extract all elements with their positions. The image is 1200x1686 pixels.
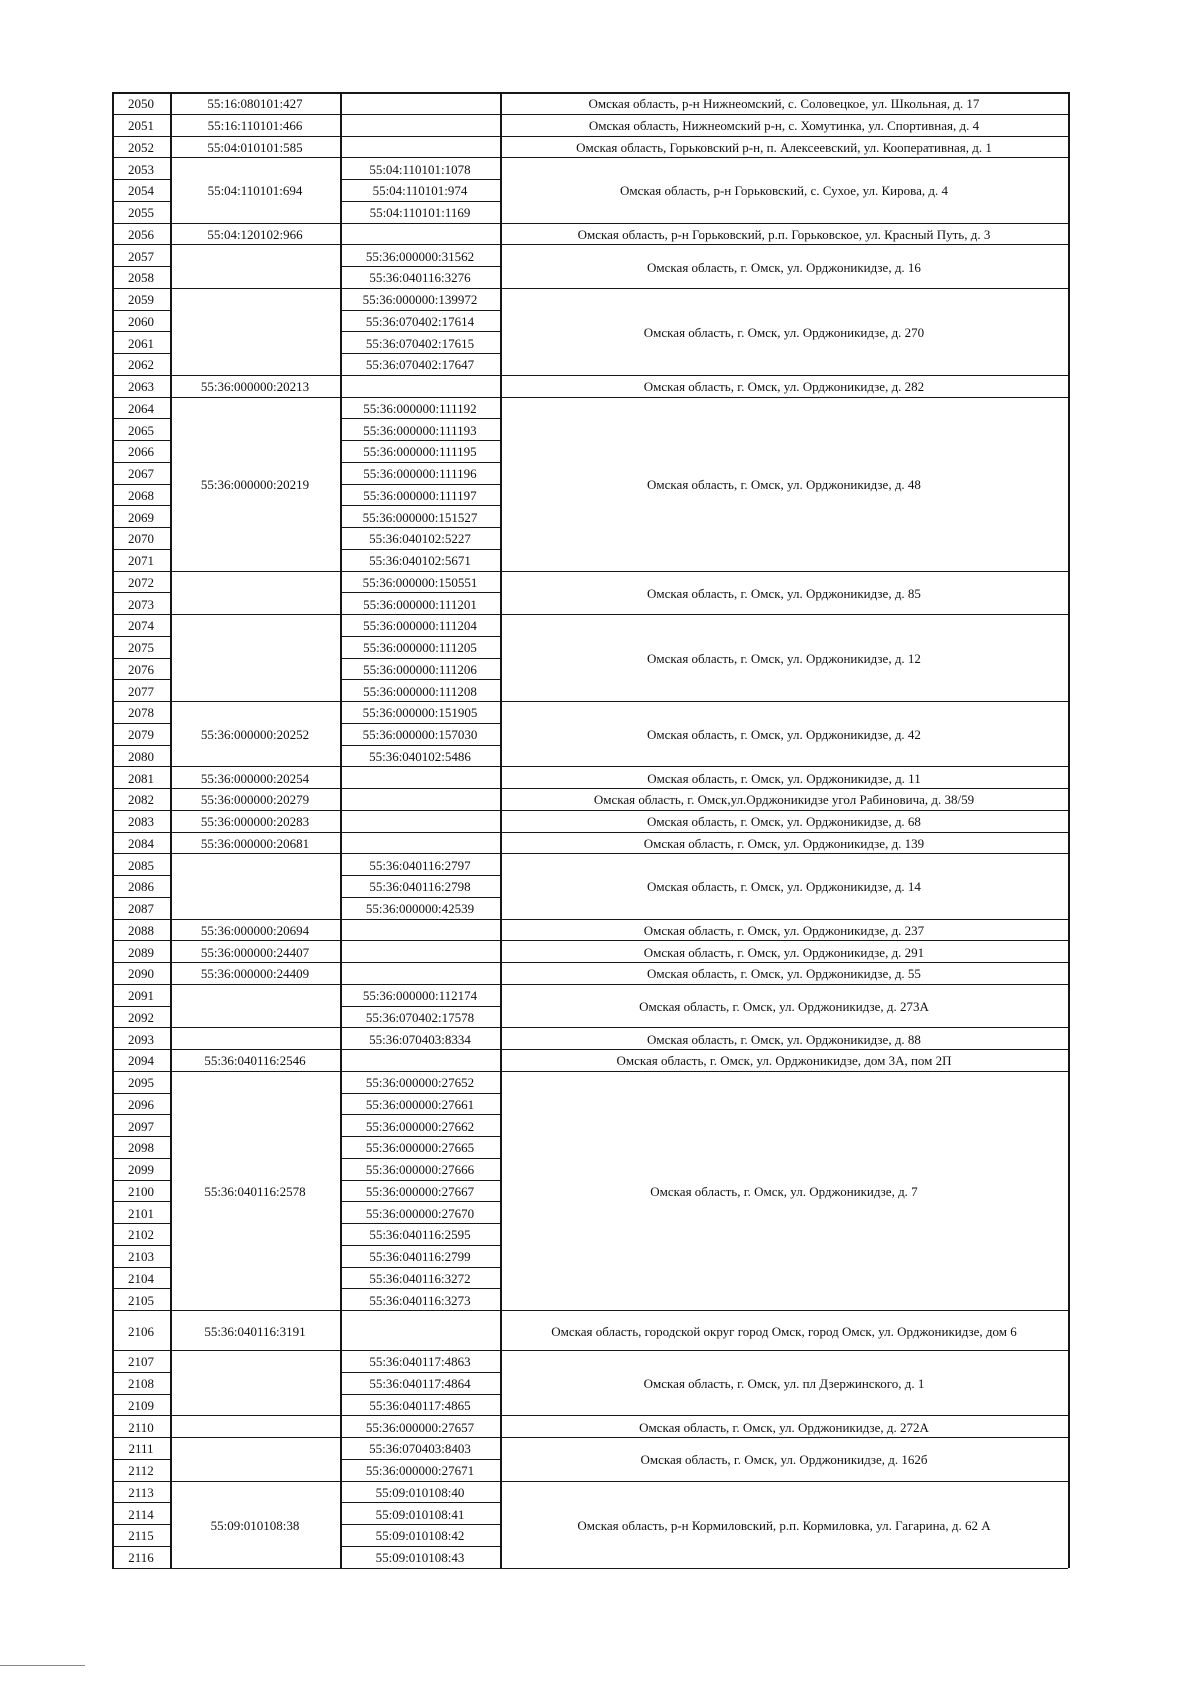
cadastral-object-cell: 55:36:000000:111201 xyxy=(363,596,477,612)
cadastral-parcel-cell: 55:36:040116:2578 xyxy=(204,1183,306,1199)
row-number-cell: 2065 xyxy=(128,422,154,438)
cadastral-object-cell xyxy=(340,92,500,114)
row-number-cell: 2054 xyxy=(128,183,154,199)
address-cell: Омская область, городской округ город Омск, город Омск, ул. Орджоникидзе, дом 6 xyxy=(551,1323,1017,1339)
row-number-cell: 2071 xyxy=(128,553,154,569)
row-number-cell: 2116 xyxy=(128,1550,154,1566)
cadastral-object-cell: 55:36:000000:139972 xyxy=(362,292,478,308)
address-cell: Омская область, г. Омск, ул. Орджоникидзе, д. 282 xyxy=(643,379,925,395)
row-number-cell: 2072 xyxy=(128,574,154,590)
cadastral-object-cell: 55:36:000000:42539 xyxy=(365,901,475,917)
row-number-cell: 2066 xyxy=(128,444,154,460)
cadastral-object-cell xyxy=(340,940,500,962)
cadastral-object-cell: 55:36:000000:111195 xyxy=(363,444,477,460)
cadastral-object-cell xyxy=(340,1310,500,1350)
cadastral-object-cell: 55:36:000000:31562 xyxy=(365,248,475,264)
cadastral-object-cell xyxy=(340,919,500,941)
cadastral-object-cell: 55:36:040116:3272 xyxy=(369,1270,471,1286)
cadastral-object-cell: 55:36:040117:4864 xyxy=(369,1376,471,1392)
cadastral-parcel-cell: 55:36:000000:20219 xyxy=(200,477,310,492)
cadastral-object-cell: 55:36:000000:111196 xyxy=(363,466,477,482)
cadastral-object-cell: 55:36:000000:27666 xyxy=(365,1162,475,1178)
cadastral-object-cell: 55:36:070403:8334 xyxy=(369,1031,471,1047)
address-cell: Омская область, р-н Горьковский, р.п. Горьковское, ул. Красный Путь, д. 3 xyxy=(577,226,991,242)
cadastral-parcel-cell: 55:16:110101:466 xyxy=(207,118,303,134)
row-number-cell: 2073 xyxy=(128,596,154,612)
row-number-cell: 2101 xyxy=(128,1205,154,1221)
cadastral-parcel-cell xyxy=(170,984,340,1028)
cadastral-object-cell: 55:36:070402:17614 xyxy=(365,313,475,329)
row-number-cell: 2086 xyxy=(128,879,154,895)
cadastral-object-cell: 55:36:000000:111206 xyxy=(363,661,477,677)
cadastral-object-cell: 55:04:110101:974 xyxy=(372,183,468,199)
address-cell: Омская область, г. Омск, ул. Орджоникидзе, д. 16 xyxy=(647,259,921,275)
row-number-cell: 2053 xyxy=(128,161,154,177)
cadastral-object-cell: 55:36:040116:2595 xyxy=(369,1227,471,1243)
address-cell: Омская область, г. Омск, ул. Орджоникидзе, д. 270 xyxy=(643,324,925,340)
cadastral-object-cell: 55:36:000000:111193 xyxy=(363,422,477,438)
row-number-cell: 2078 xyxy=(128,705,154,721)
address-cell: Омская область, Нижнеомский р-н, с. Хомутинка, ул. Спортивная, д. 4 xyxy=(588,118,980,134)
cadastral-parcel-cell: 55:36:000000:20213 xyxy=(200,379,310,395)
cadastral-object-cell: 55:36:000000:27662 xyxy=(365,1118,475,1134)
cadastral-object-cell: 55:36:040117:4863 xyxy=(369,1354,471,1370)
row-number-cell: 2093 xyxy=(128,1031,154,1047)
row-number-cell: 2107 xyxy=(128,1354,154,1370)
row-number-cell: 2111 xyxy=(128,1441,154,1457)
row-number-cell: 2075 xyxy=(128,640,154,656)
table-bottom-border xyxy=(112,1568,1068,1570)
cadastral-object-cell: 55:09:010108:40 xyxy=(375,1484,465,1500)
address-cell: Омская область, г. Омск, ул. Орджоникидзе, д. 14 xyxy=(647,879,921,895)
row-number-cell: 2067 xyxy=(128,466,154,482)
address-cell: Омская область, г. Омск, ул. Орджоникидзе, д. 48 xyxy=(647,477,921,492)
cadastral-object-cell: 55:36:000000:111204 xyxy=(363,618,477,634)
row-number-cell: 2097 xyxy=(128,1118,154,1134)
row-number-cell: 2079 xyxy=(128,727,154,743)
cadastral-parcel-cell: 55:36:000000:20681 xyxy=(200,835,310,851)
cadastral-object-cell: 55:36:070402:17578 xyxy=(365,1009,475,1025)
cadastral-object-cell: 55:36:070403:8403 xyxy=(369,1441,471,1457)
row-number-cell: 2056 xyxy=(128,226,154,242)
cadastral-parcel-cell: 55:16:080101:427 xyxy=(207,96,303,112)
row-number-cell: 2092 xyxy=(128,1009,154,1025)
row-number-cell: 2070 xyxy=(128,531,154,547)
cadastral-object-cell: 55:36:000000:111208 xyxy=(363,683,477,699)
row-number-cell: 2085 xyxy=(128,857,154,873)
row-number-cell: 2089 xyxy=(128,944,154,960)
cadastral-object-cell xyxy=(340,810,500,832)
address-cell: Омская область, г. Омск, ул. Орджоникидзе, д. 42 xyxy=(647,727,921,743)
cadastral-parcel-cell: 55:36:000000:20283 xyxy=(200,814,310,830)
cadastral-object-cell: 55:09:010108:42 xyxy=(375,1528,465,1544)
row-number-cell: 2050 xyxy=(128,96,154,112)
row-number-cell: 2090 xyxy=(128,966,154,982)
address-cell: Омская область, г. Омск, ул. Орджоникидзе, д. 12 xyxy=(647,651,921,666)
cadastral-object-cell: 55:36:000000:151527 xyxy=(362,509,478,525)
row-number-cell: 2083 xyxy=(128,814,154,830)
cadastral-object-cell: 55:36:000000:27657 xyxy=(365,1419,475,1435)
cadastral-object-cell: 55:36:000000:111192 xyxy=(363,400,477,416)
row-number-cell: 2098 xyxy=(128,1140,154,1156)
address-cell: Омская область, г. Омск, ул. пл Дзержинского, д. 1 xyxy=(643,1376,925,1392)
cadastral-parcel-cell: 55:36:000000:20252 xyxy=(200,727,310,743)
address-cell: Омская область, г. Омск, ул. Орджоникидзе, дом 3А, пом 2П xyxy=(616,1053,952,1069)
cadastral-parcel-cell: 55:36:040116:2546 xyxy=(204,1053,306,1069)
cadastral-parcel-cell: 55:04:010101:585 xyxy=(207,139,303,155)
cadastral-object-cell: 55:36:000000:27661 xyxy=(365,1096,475,1112)
address-cell: Омская область, г. Омск, ул. Орджоникидзе, д. 273А xyxy=(639,999,929,1014)
row-number-cell: 2100 xyxy=(128,1183,154,1199)
address-cell: Омская область, г. Омск, ул. Орджоникидзе, д. 7 xyxy=(650,1183,918,1199)
address-cell: Омская область, г. Омск,ул.Орджоникидзе угол Рабиновича, д. 38/59 xyxy=(593,792,975,808)
page-edge-mark xyxy=(0,1665,85,1666)
cadastral-parcel-cell xyxy=(170,1415,340,1437)
row-number-cell: 2095 xyxy=(128,1075,154,1091)
address-cell: Омская область, г. Омск, ул. Орджоникидзе, д. 139 xyxy=(643,835,925,851)
row-number-cell: 2061 xyxy=(128,335,154,351)
row-number-cell: 2062 xyxy=(128,357,154,373)
address-cell: Омская область, р-н Нижнеомский, с. Соловецкое, ул. Школьная, д. 17 xyxy=(588,96,980,112)
cadastral-object-cell: 55:36:000000:112174 xyxy=(362,988,478,1004)
row-number-cell: 2052 xyxy=(128,139,154,155)
cadastral-parcel-cell: 55:04:110101:694 xyxy=(207,183,303,199)
cadastral-object-cell xyxy=(340,114,500,136)
cadastral-parcel-cell xyxy=(170,1350,340,1415)
cadastral-object-cell: 55:36:000000:151905 xyxy=(362,705,478,721)
row-number-cell: 2077 xyxy=(128,683,154,699)
cadastral-object-cell: 55:36:040102:5227 xyxy=(369,531,471,547)
cadastral-object-cell: 55:36:000000:27652 xyxy=(365,1075,475,1091)
row-number-cell: 2110 xyxy=(128,1419,154,1435)
cadastral-parcel-cell: 55:36:000000:24407 xyxy=(200,944,310,960)
cadastral-parcel-cell: 55:09:010108:38 xyxy=(210,1517,300,1533)
address-cell: Омская область, г. Омск, ул. Орджоникидзе, д. 68 xyxy=(647,814,921,830)
address-cell: Омская область, р-н Кормиловский, р.п. Кормиловка, ул. Гагарина, д. 62 А xyxy=(577,1517,991,1533)
address-cell: Омская область, г. Омск, ул. Орджоникидзе, д. 237 xyxy=(643,922,925,938)
row-number-cell: 2094 xyxy=(128,1053,154,1069)
row-number-cell: 2112 xyxy=(128,1463,154,1479)
address-cell: Омская область, г. Омск, ул. Орджоникидзе, д. 88 xyxy=(647,1031,921,1047)
row-number-cell: 2113 xyxy=(128,1484,154,1500)
cadastral-object-cell: 55:36:070402:17615 xyxy=(365,335,475,351)
row-number-cell: 2099 xyxy=(128,1162,154,1178)
address-cell: Омская область, г. Омск, ул. Орджоникидзе, д. 291 xyxy=(643,944,925,960)
cadastral-object-cell xyxy=(340,788,500,810)
cadastral-parcel-cell: 55:04:120102:966 xyxy=(207,226,303,242)
row-number-cell: 2076 xyxy=(128,661,154,677)
row-number-cell: 2063 xyxy=(128,379,154,395)
cadastral-object-cell: 55:36:000000:111197 xyxy=(363,487,477,503)
row-number-cell: 2114 xyxy=(128,1506,154,1522)
cadastral-object-cell xyxy=(340,766,500,788)
address-cell: Омская область, г. Омск, ул. Орджоникидзе, д. 85 xyxy=(647,585,921,601)
row-number-cell: 2059 xyxy=(128,292,154,308)
row-number-cell: 2106 xyxy=(128,1323,154,1339)
cadastral-object-cell: 55:36:000000:150551 xyxy=(362,574,478,590)
row-number-cell: 2060 xyxy=(128,313,154,329)
row-number-cell: 2088 xyxy=(128,922,154,938)
row-number-cell: 2058 xyxy=(128,270,154,286)
row-number-cell: 2055 xyxy=(128,205,154,221)
row-number-cell: 2080 xyxy=(128,748,154,764)
cadastral-parcel-cell xyxy=(170,853,340,918)
address-cell: Омская область, р-н Горьковский, с. Сухое, ул. Кирова, д. 4 xyxy=(620,183,948,199)
row-number-cell: 2074 xyxy=(128,618,154,634)
cadastral-parcel-cell xyxy=(170,244,340,288)
row-number-cell: 2096 xyxy=(128,1096,154,1112)
cadastral-object-cell: 55:36:040102:5671 xyxy=(369,553,471,569)
row-number-cell: 2057 xyxy=(128,248,154,264)
row-number-cell: 2051 xyxy=(128,118,154,134)
cadastral-object-cell xyxy=(340,962,500,984)
cadastral-parcel-cell: 55:36:000000:20279 xyxy=(200,792,310,808)
address-cell: Омская область, г. Омск, ул. Орджоникидзе, д. 55 xyxy=(647,966,921,982)
cadastral-object-cell: 55:36:040116:2797 xyxy=(369,857,471,873)
cadastral-object-cell: 55:36:040116:3273 xyxy=(369,1292,471,1308)
row-number-cell: 2108 xyxy=(128,1376,154,1392)
row-number-cell: 2087 xyxy=(128,901,154,917)
cadastral-object-cell: 55:09:010108:43 xyxy=(375,1550,465,1566)
cadastral-parcel-cell: 55:36:040116:3191 xyxy=(204,1323,306,1339)
cadastral-object-cell: 55:36:040116:2798 xyxy=(369,879,471,895)
cadastral-object-cell: 55:04:110101:1169 xyxy=(369,205,471,221)
address-cell: Омская область, Горьковский р-н, п. Алексеевский, ул. Кооперативная, д. 1 xyxy=(576,139,992,155)
row-number-cell: 2091 xyxy=(128,988,154,1004)
cadastral-object-cell: 55:36:040116:2799 xyxy=(369,1249,471,1265)
cadastral-object-cell: 55:36:000000:157030 xyxy=(362,727,478,743)
row-number-cell: 2105 xyxy=(128,1292,154,1308)
row-number-cell: 2069 xyxy=(128,509,154,525)
cadastral-object-cell xyxy=(340,223,500,245)
cadastral-object-cell: 55:36:000000:27670 xyxy=(365,1205,475,1221)
row-number-cell: 2064 xyxy=(128,400,154,416)
row-number-cell: 2109 xyxy=(128,1397,154,1413)
row-number-cell: 2103 xyxy=(128,1249,154,1265)
address-cell: Омская область, г. Омск, ул. Орджоникидзе, д. 162б xyxy=(640,1452,928,1468)
cadastral-parcel-cell: 55:36:000000:24409 xyxy=(200,966,310,982)
row-number-cell: 2104 xyxy=(128,1270,154,1286)
cadastral-object-cell: 55:36:070402:17647 xyxy=(365,357,475,373)
row-number-cell: 2084 xyxy=(128,835,154,851)
cadastral-object-cell: 55:04:110101:1078 xyxy=(369,161,471,177)
cadastral-object-cell: 55:36:000000:27665 xyxy=(365,1140,475,1156)
column-border-4 xyxy=(1068,92,1070,1568)
cadastral-object-cell xyxy=(340,1049,500,1071)
cadastral-parcel-cell xyxy=(170,571,340,615)
cadastral-object-cell: 55:36:040117:4865 xyxy=(369,1397,471,1413)
cadastral-parcel-cell: 55:36:000000:20694 xyxy=(200,922,310,938)
address-cell: Омская область, г. Омск, ул. Орджоникидзе, д. 272А xyxy=(639,1419,929,1435)
cadastral-object-cell xyxy=(340,136,500,158)
cadastral-object-cell xyxy=(340,375,500,397)
cadastral-parcel-cell: 55:36:000000:20254 xyxy=(200,770,310,786)
row-number-cell: 2115 xyxy=(128,1528,154,1544)
cadastral-parcel-cell xyxy=(170,614,340,701)
address-cell: Омская область, г. Омск, ул. Орджоникидзе, д. 11 xyxy=(647,770,921,786)
row-number-cell: 2068 xyxy=(128,487,154,503)
cadastral-object-cell: 55:36:000000:111205 xyxy=(363,640,477,656)
row-number-cell: 2081 xyxy=(128,770,154,786)
row-number-cell: 2082 xyxy=(128,792,154,808)
cadastral-parcel-cell xyxy=(170,288,340,375)
cadastral-parcel-cell xyxy=(170,1027,340,1049)
cadastral-parcel-cell xyxy=(170,1437,340,1481)
cadastral-object-cell: 55:09:010108:41 xyxy=(375,1506,465,1522)
cadastral-object-cell: 55:36:040116:3276 xyxy=(369,270,471,286)
cadastral-object-cell: 55:36:000000:27667 xyxy=(365,1183,475,1199)
cadastral-object-cell: 55:36:040102:5486 xyxy=(369,748,471,764)
row-number-cell: 2102 xyxy=(128,1227,154,1243)
cadastral-object-cell: 55:36:000000:27671 xyxy=(365,1463,475,1479)
cadastral-object-cell xyxy=(340,832,500,854)
